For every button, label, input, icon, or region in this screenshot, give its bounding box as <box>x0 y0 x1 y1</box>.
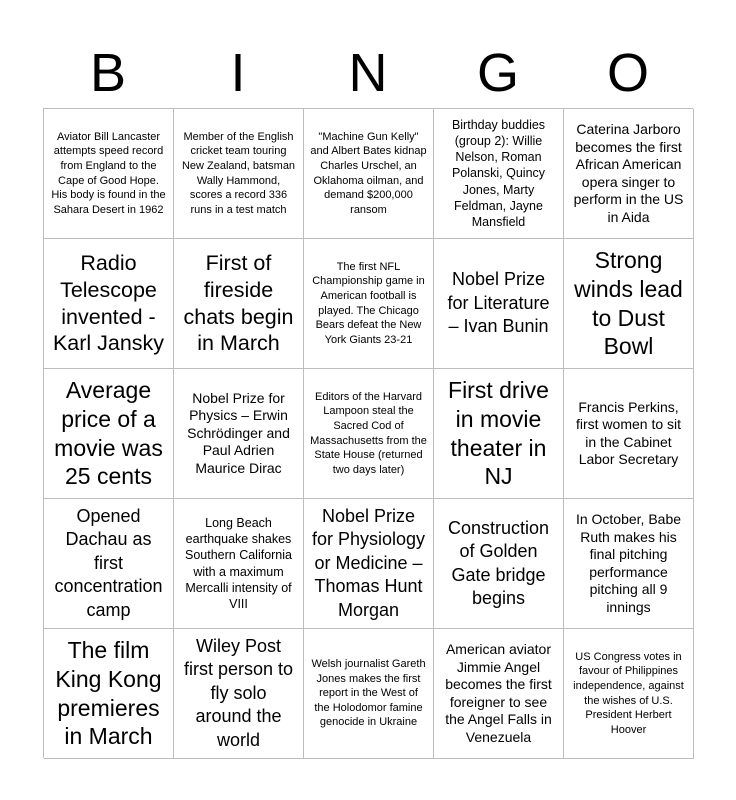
bingo-header <box>43 38 693 108</box>
bingo-cell-r4-c3[interactable]: Nobel Prize for Physiology or Medicine – Thomas Hunt Morgan <box>304 499 434 629</box>
bingo-cell-r5-c2[interactable]: Wiley Post first person to fly solo around the world <box>174 629 304 759</box>
bingo-cell-r2-c4[interactable]: Nobel Prize for Literature – Ivan Bunin <box>434 239 564 369</box>
header-letter-i: I <box>230 43 246 103</box>
bingo-cell-r1-c5[interactable]: Caterina Jarboro becomes the first African American opera singer to perform in the US in Aida <box>564 109 694 239</box>
bingo-cell-r3-c2[interactable]: Nobel Prize for Physics – Erwin Schrödinger and Paul Adrien Maurice Dirac <box>174 369 304 499</box>
bingo-cell-r4-c5[interactable]: In October, Babe Ruth makes his final pitching performance pitching all 9 innings <box>564 499 694 629</box>
bingo-board <box>43 108 693 758</box>
bingo-cell-r3-c4[interactable]: First drive in movie theater in NJ <box>434 369 564 499</box>
bingo-cell-r2-c1[interactable]: Radio Telescope invented - Karl Jansky <box>44 239 174 369</box>
header-letter-o: O <box>606 43 649 103</box>
bingo-cell-r5-c3[interactable]: Welsh journalist Gareth Jones makes the first report in the West of the Holodomor famine genocide in Ukraine <box>304 629 434 759</box>
bingo-cell-r5-c5[interactable]: US Congress votes in favour of Philippines independence, against the wishes of U.S. President Herbert Hoover <box>564 629 694 759</box>
bingo-cell-r4-c4[interactable]: Construction of Golden Gate bridge begins <box>434 499 564 629</box>
bingo-cell-r5-c1[interactable]: The film King Kong premieres in March <box>44 629 174 759</box>
bingo-cell-r1-c2[interactable]: Member of the English cricket team touring New Zealand, batsman Wally Hammond, scores a record 336 runs in a test match <box>174 109 304 239</box>
bingo-cell-r3-c3[interactable]: Editors of the Harvard Lampoon steal the Sacred Cod of Massachusetts from the State House (returned two days later) <box>304 369 434 499</box>
bingo-cell-r3-c5[interactable]: Francis Perkins, first women to sit in the Cabinet Labor Secretary <box>564 369 694 499</box>
header-letter-g: G <box>476 43 519 103</box>
bingo-cell-r1-c1[interactable]: Aviator Bill Lancaster attempts speed record from England to the Cape of Good Hope. His body is found in the Sahara Desert in 1962 <box>44 109 174 239</box>
bingo-cell-r1-c4[interactable]: Birthday buddies (group 2): Willie Nelson, Roman Polanski, Quincy Jones, Marty Feldman, Jayne Mansfield <box>434 109 564 239</box>
bingo-cell-r2-c5[interactable]: Strong winds lead to Dust Bowl <box>564 239 694 369</box>
bingo-cell-r3-c1[interactable]: Average price of a movie was 25 cents <box>44 369 174 499</box>
bingo-cell-r1-c3[interactable]: "Machine Gun Kelly" and Albert Bates kidnap Charles Urschel, an Oklahoma oilman, and demand $200,000 ransom <box>304 109 434 239</box>
bingo-cell-r4-c1[interactable]: Opened Dachau as first concentration camp <box>44 499 174 629</box>
header-letter-b: B <box>89 43 127 103</box>
header-letter-n: N <box>348 43 388 103</box>
bingo-cell-r2-c2[interactable]: First of fireside chats begin in March <box>174 239 304 369</box>
bingo-cell-r4-c2[interactable]: Long Beach earthquake shakes Southern California with a maximum Mercalli intensity of VIII <box>174 499 304 629</box>
bingo-cell-r2-c3[interactable]: The first NFL Championship game in American football is played. The Chicago Bears defeat the New York Giants 23-21 <box>304 239 434 369</box>
bingo-cell-r5-c4[interactable]: American aviator Jimmie Angel becomes the first foreigner to see the Angel Falls in Venezuela <box>434 629 564 759</box>
